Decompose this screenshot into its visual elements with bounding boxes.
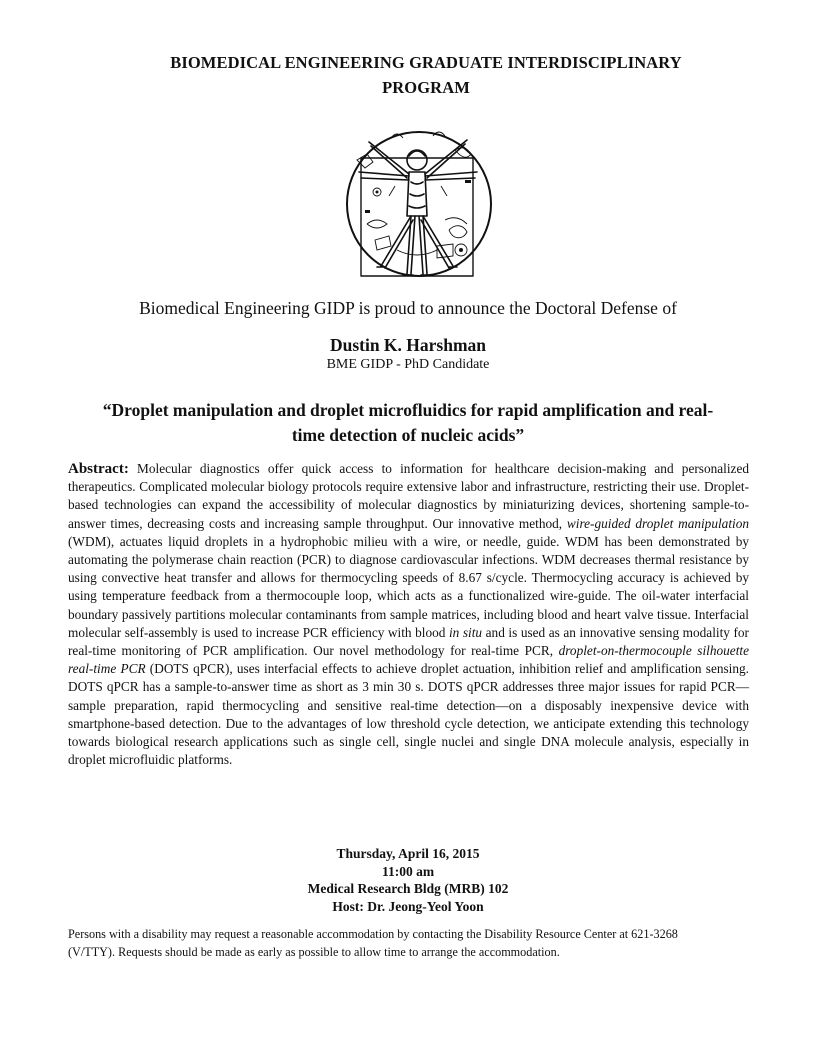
disability-notice-line-2: (V/TTY). Requests should be made as early as possible to allow time to arrange the accommodation. (68, 945, 560, 959)
abstract-label: Abstract: (68, 461, 129, 477)
candidate-role: BME GIDP - PhD Candidate (326, 357, 490, 372)
vitruvian-man-emblem-icon (337, 120, 497, 296)
program-title (100, 50, 752, 100)
abstract-emphasis-dots-qpcr: droplet-on-thermocouple silhouette real-time PCR (68, 643, 749, 677)
defense-announcement: Biomedical Engineering GIDP is proud to announce the Doctoral Defense of (139, 298, 677, 318)
abstract-text-3: and is used as an innovative sensing modality for real-time monitoring of PCR amplification. Our novel methodology for real-time PCR, (68, 624, 749, 659)
disability-notice (68, 925, 768, 961)
talk-title-line-1: “Droplet manipulation and droplet microfluidics for rapid amplification and real- (102, 400, 714, 420)
disability-notice-line-1: Persons with a disability may request a reasonable accommodation by contacting the Disability Resource Center at 621-3268 (68, 927, 678, 941)
talk-title-line-2: time detection of nucleic acids” (291, 425, 525, 445)
program-title-line-2: PROGRAM (382, 78, 470, 97)
abstract-paragraph (68, 460, 749, 769)
event-host: Host: Dr. Jeong-Yeol Yoon (332, 898, 484, 914)
program-title-line-1: BIOMEDICAL ENGINEERING GRADUATE INTERDISCIPLINARY (170, 53, 682, 72)
abstract-text-1: Molecular diagnostics offer quick access to information for healthcare decision-making and personalized therapeutics. Complicated molecular biology protocols require extensive labor and infrastructure, restricting their use. Droplet-based technologies can expand the accessibility of molecular diagnostics by miniaturizing devices, shortening sample-to-answer times, decreasing costs and increasing sample throughput. Our innovative method, (68, 461, 749, 531)
abstract-emphasis-in-situ: in situ (448, 624, 483, 640)
event-time: 11:00 am (381, 863, 435, 879)
abstract-text-4: (DOTS qPCR), uses interfacial effects to achieve droplet actuation, inhibition relief and amplification sensing. DOTS qPCR has a sample-to-answer time as short as 3 min 30 s. DOTS qPCR addresses three major issues for rapid PCR—sample preparation, rapid thermocycling and sensitive real-time detection—on a disposably inexpensive device with smartphone-based detection. Due to the advantages of low threshold cycle detection, we anticipate extending this technology towards biological research applications such as single cell, single nuclei and single DNA molecule analysis, especially in droplet microfluidic platforms. (68, 661, 749, 768)
talk-title (68, 398, 748, 448)
event-details (200, 845, 616, 915)
event-location: Medical Research Bldg (MRB) 102 (307, 881, 509, 896)
candidate-name: Dustin K. Harshman (329, 335, 487, 355)
event-date: Thursday, April 16, 2015 (336, 846, 480, 861)
abstract-text-2: (WDM), actuates liquid droplets in a hydrophobic milieu with a wire, or needle, guide. WDM has been demonstrated by automating the polymerase chain reaction (PCR) to diagnose cardiovascular infections. WDM decreases thermal resistance by using convective heat transfer and allows for thermocycling speeds of 8.67 s/cycle. Thermocycling accuracy is achieved by using temperature feedback from a thermocouple loop, which acts as a functionalized wire-guide. The oil-water interfacial boundary passively partitions molecular contaminants from sample matrices, including blood and heart valve tissue. Interfacial molecular self-assembly is used to increase PCR efficiency with blood (68, 533, 749, 640)
abstract-emphasis-wdm: wire-guided droplet manipulation (566, 515, 750, 531)
